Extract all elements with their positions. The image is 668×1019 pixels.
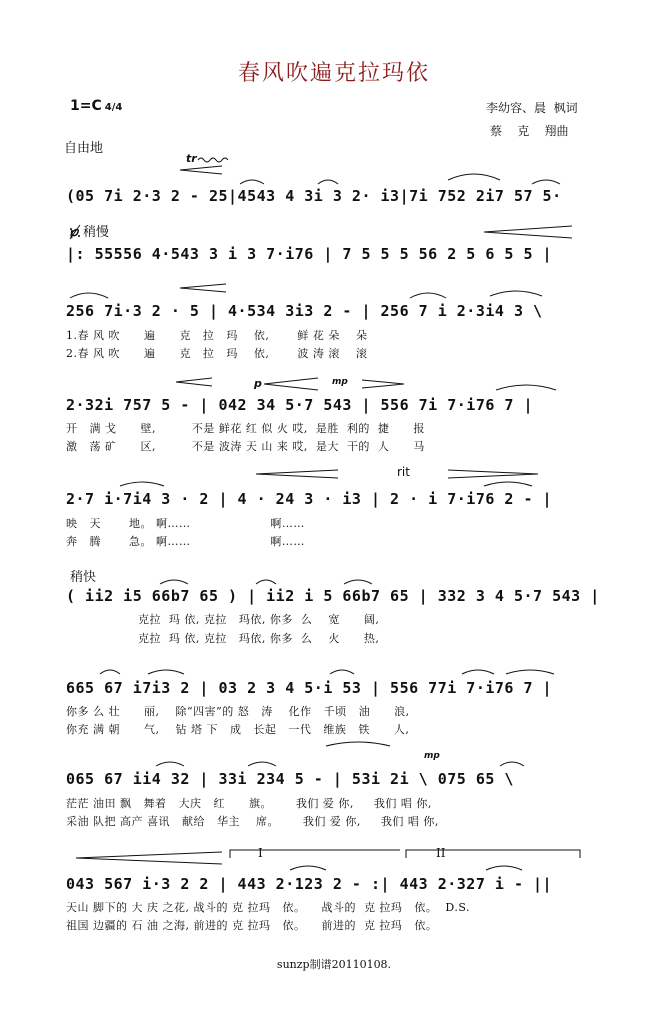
footer-credit: sunzp制谱20110108. [276, 958, 392, 971]
song-title: 春风吹遍克拉玛依 [237, 61, 430, 86]
lyric-line-4-verse-1: 开 满 戈 壁, 不是 鲜花 红 似 火 哎, 是胜 利的 捷 报 [66, 422, 425, 435]
volta-bracket-1 [230, 850, 400, 858]
tempo-faster: 稍快 [70, 570, 97, 585]
notation-line-4: 2·32i 757 5 - | 042 34 5·7 543 | 556 7i 7·i76 7 | [66, 396, 534, 414]
notation-line-2: |: 55556 4·543 3 i 3 7·i76 | 7 5 5 5 56 2 5 6 5 5 | [66, 245, 553, 263]
lyric-line-4-verse-2: 激 荡 矿 区, 不是 波涛 天 山 来 哎, 是大 干的 人 马 [66, 440, 425, 453]
lyric-line-3-verse-1: 1.春 风 吹 遍 克 拉 玛 依, 鲜 花 朵 朵 [66, 329, 368, 342]
ritard-marking: rit [397, 465, 410, 479]
lyric-line-8-verse-2: 采油 队把 高产 喜讯 献给 华主 席。 我们 爱 你, 我们 唱 你, [66, 815, 439, 828]
trill-squiggle [198, 158, 228, 162]
notation-line-3: 256 7i·3 2 · 5 | 4·534 3i3 2 - | 256 7 i 2·3i4 3 \ [66, 302, 543, 320]
lyric-line-3-verse-2: 2.春 风 吹 遍 克 拉 玛 依, 波 涛 滚 滚 [66, 347, 368, 360]
lyric-line-7-verse-1: 你多 么 壮 丽, 除“四害”的 怒 涛 化作 千顷 油 浪, [66, 705, 410, 718]
tempo-free: 自由地 [64, 141, 104, 156]
lyric-line-5-verse-1: 映 天 地。 啊…… 啊…… [66, 517, 305, 530]
dynamic-piano: p [254, 377, 262, 390]
tempo-slower: 稍慢 [83, 225, 110, 240]
lyric-line-9-verse-2: 祖国 边疆的 石 油 之海, 前进的 克 拉玛 依。 前进的 克 拉玛 依。 [66, 919, 438, 932]
dynamic-mezzo-piano: mp [332, 377, 348, 387]
lyric-line-6-verse-2: 克拉 玛 依, 克拉 玛依, 你多 么 火 热, [66, 632, 380, 645]
segno-icon [70, 225, 80, 239]
volta-first-label: I [258, 846, 263, 860]
lyric-line-8-verse-1: 茫茫 油田 飘 舞着 大庆 红 旗。 我们 爱 你, 我们 唱 你, [66, 797, 432, 810]
notation-line-1: (05 7i 2·3 2 - 25|4543 4 3i 3 2· i3|7i 752 2i7 57 5· [66, 187, 562, 205]
lyric-line-7-verse-2: 你充 满 朝 气, 钻 塔 下 成 长起 一代 维族 铁 人, [66, 723, 410, 736]
notation-line-5: 2·7 i·7i4 3 · 2 | 4 · 24 3 · i3 | 2 · i 7·i76 2 - | [66, 490, 553, 508]
volta-second-label: II [436, 846, 446, 860]
notation-line-8: 065 67 ii4 32 | 33i 234 5 - | 53i 2i \ 075 65 \ [66, 770, 514, 788]
composer-credit: 蔡 克 翔曲 [490, 124, 569, 138]
trill-mark: tr [186, 152, 197, 165]
notation-line-9: 043 567 i·3 2 2 | 443 2·123 2 - :| 443 2·327 i - || [66, 875, 553, 893]
lyric-line-9-verse-1: 天山 脚下的 大 庆 之花, 战斗的 克 拉玛 依。 战斗的 克 拉玛 依。 D.S. [66, 901, 470, 914]
hairpin-crescendo-9 [76, 852, 222, 864]
key-signature [70, 98, 122, 114]
hairpin-decrescendo-1 [180, 166, 222, 174]
key-signature-text: 1=C [70, 98, 102, 114]
time-signature: 4/4 [104, 102, 123, 113]
notation-line-7: 665 67 i7i3 2 | 03 2 3 4 5·i 53 | 556 77i 7·i76 7 | [66, 679, 553, 697]
lyric-line-5-verse-2: 奔 腾 急。 啊…… 啊…… [66, 535, 305, 548]
volta-bracket-2 [406, 850, 580, 858]
lyricist-credit: 李幼容、晨 枫词 [486, 101, 578, 115]
notation-line-6: ( ii2 i5 66b7 65 ) | ii2 i 5 66b7 65 | 332 3 4 5·7 543 | [66, 587, 600, 605]
dynamic-mezzo-piano-2: mp [424, 751, 440, 761]
lyric-line-6-verse-1: 克拉 玛 依, 克拉 玛依, 你多 么 宽 阔, [66, 613, 380, 626]
hairpin-crescendo-2 [484, 226, 572, 238]
